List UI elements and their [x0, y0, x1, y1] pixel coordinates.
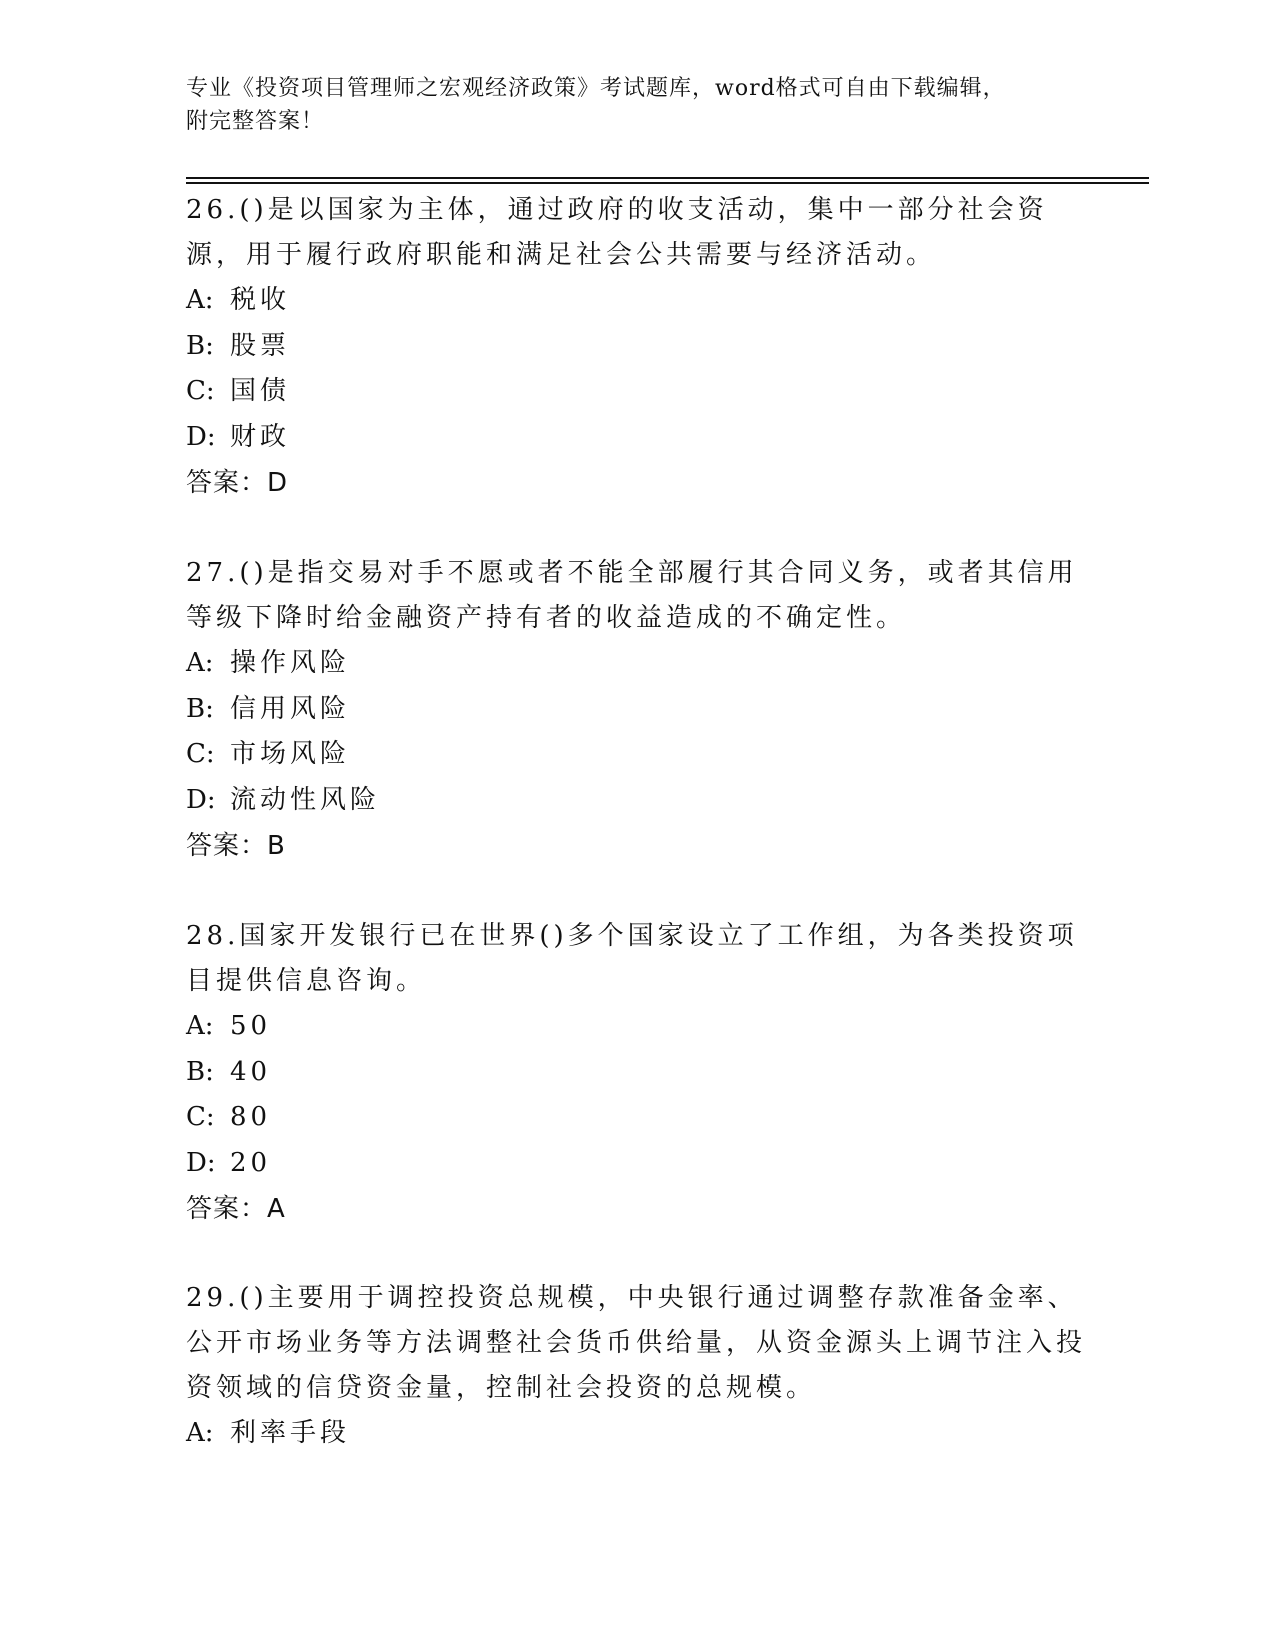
option-text: 流动性风险: [230, 784, 381, 815]
option-a: [186, 641, 1086, 687]
question-stem: 26.()是以国家为主体，通过政府的收支活动，集中一部分社会资源，用于履行政府职能和满足社会公共需要与经济活动。: [186, 195, 1048, 270]
option-d: [186, 1141, 1086, 1187]
question-stem: 27.()是指交易对手不愿或者不能全部履行其合同义务，或者其信用等级下降时给金融资产持有者的收益造成的不确定性。: [186, 558, 1078, 633]
option-text: 市场风险: [230, 739, 351, 769]
option-letter: D:: [186, 784, 216, 815]
answer-line: 答案：B: [186, 831, 286, 861]
option-a: [186, 1411, 1086, 1457]
option-d: [186, 778, 1086, 824]
option-text: 国债: [230, 376, 291, 406]
header-divider-bottom: [186, 182, 1149, 184]
header-line-1: 专业《投资项目管理师之宏观经济政策》考试题库，word格式可自由下载编辑，: [186, 76, 1006, 101]
option-b: [186, 324, 1086, 370]
option-letter: B:: [186, 330, 214, 361]
question-26: [186, 188, 1086, 506]
header-divider-top: [186, 177, 1149, 179]
option-c: [186, 732, 1086, 778]
option-letter: C:: [186, 1102, 215, 1132]
option-letter: B:: [186, 1056, 214, 1087]
document-header: [186, 72, 1066, 138]
option-text: 税收: [230, 285, 291, 315]
option-letter: A:: [186, 1011, 214, 1041]
option-text: 20: [230, 1147, 272, 1178]
option-text: 股票: [230, 330, 291, 361]
question-28: [186, 914, 1086, 1232]
option-text: 40: [230, 1056, 272, 1087]
option-a: [186, 278, 1086, 324]
option-letter: D:: [186, 421, 216, 452]
option-text: 50: [230, 1011, 272, 1041]
option-d: [186, 415, 1086, 461]
option-text: 利率手段: [230, 1418, 351, 1448]
answer-line: 答案：D: [186, 468, 289, 498]
option-text: 财政: [230, 421, 291, 452]
option-letter: A:: [186, 285, 214, 315]
option-text: 80: [230, 1102, 272, 1132]
option-a: [186, 1004, 1086, 1050]
question-27: [186, 551, 1086, 869]
header-line-2: 附完整答案！: [186, 109, 325, 134]
question-29: [186, 1276, 1086, 1457]
question-stem: 29.()主要用于调控投资总规模，中央银行通过调整存款准备金率、公开市场业务等方法调整社会货币供给量，从资金源头上调节注入投资领域的信贷资金量，控制社会投资的总规模。: [186, 1283, 1087, 1403]
option-c: [186, 369, 1086, 415]
option-b: [186, 1050, 1086, 1096]
option-text: 信用风险: [230, 693, 351, 724]
option-letter: C:: [186, 739, 215, 769]
answer-line: 答案：A: [186, 1194, 286, 1224]
option-text: 操作风险: [230, 648, 351, 678]
option-c: [186, 1095, 1086, 1141]
question-stem: 28.国家开发银行已在世界()多个国家设立了工作组，为各类投资项目提供信息咨询。: [186, 921, 1078, 996]
option-letter: A:: [186, 1418, 214, 1448]
option-letter: B:: [186, 693, 214, 724]
option-b: [186, 687, 1086, 733]
option-letter: A:: [186, 648, 214, 678]
option-letter: D:: [186, 1147, 216, 1178]
option-letter: C:: [186, 376, 215, 406]
